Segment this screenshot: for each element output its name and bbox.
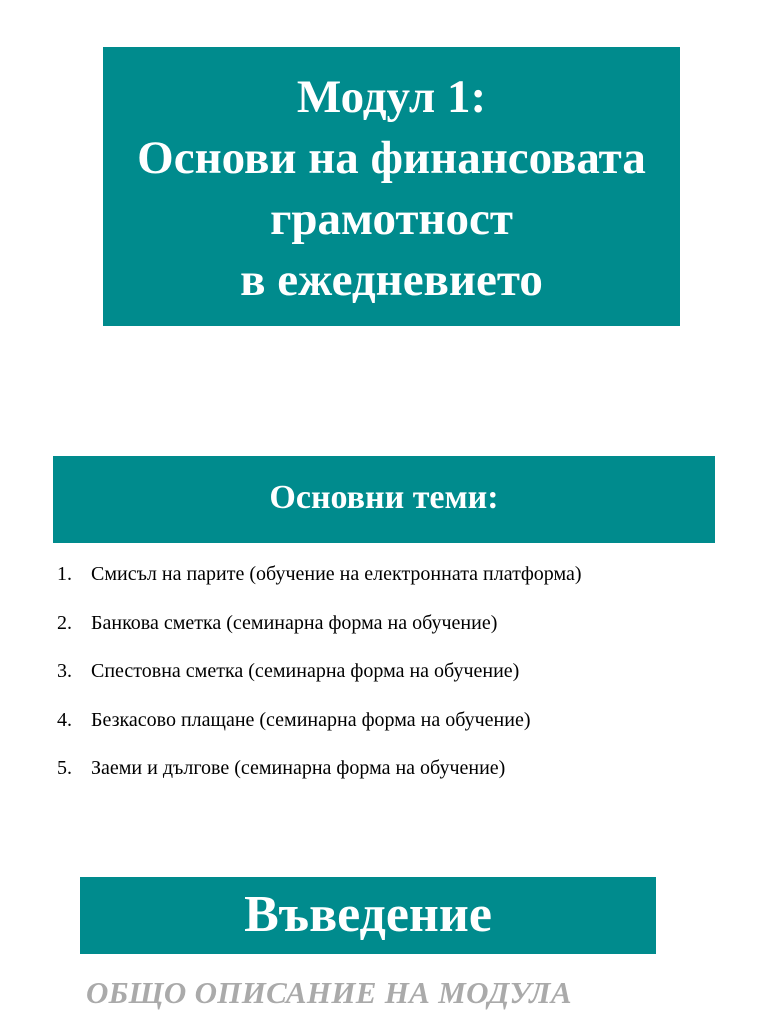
list-item-number: 1. bbox=[57, 563, 72, 585]
topics-list bbox=[57, 562, 582, 805]
list-item-text: Безкасово плащане (семинарна форма на обучение) bbox=[91, 708, 531, 731]
module-overview-subheading: ОБЩО ОПИСАНИЕ НА МОДУЛА bbox=[86, 975, 572, 1010]
list-item-number: 5. bbox=[57, 757, 72, 779]
module-title-box bbox=[103, 47, 680, 326]
list-item-number: 2. bbox=[57, 611, 72, 634]
module-title-line-2: Основи на финансовата bbox=[137, 131, 646, 184]
list-item-text: Банкова сметка (семинарна форма на обучение) bbox=[91, 611, 498, 634]
list-item-text: Смисъл на парите (обучение на електронната платформа) bbox=[91, 563, 582, 585]
list-item bbox=[57, 562, 582, 611]
list-item-text: Спестовна сметка (семинарна форма на обучение) bbox=[91, 660, 520, 682]
list-item-number: 4. bbox=[57, 708, 72, 731]
list-item bbox=[57, 756, 582, 805]
module-title-line-1: Модул 1: bbox=[296, 70, 487, 123]
introduction-heading-box bbox=[80, 877, 656, 954]
module-title-line-3: грамотност bbox=[270, 192, 513, 245]
list-item-text: Заеми и дългове (семинарна форма на обучение) bbox=[91, 757, 506, 779]
main-topics-heading: Основни теми: bbox=[269, 478, 499, 516]
module-title-line-4: в ежедневието bbox=[240, 253, 543, 306]
main-topics-heading-box bbox=[53, 456, 715, 543]
list-item bbox=[57, 708, 582, 757]
introduction-heading: Въведение bbox=[244, 886, 492, 943]
list-item bbox=[57, 611, 582, 660]
list-item bbox=[57, 659, 582, 708]
list-item-number: 3. bbox=[57, 660, 72, 682]
